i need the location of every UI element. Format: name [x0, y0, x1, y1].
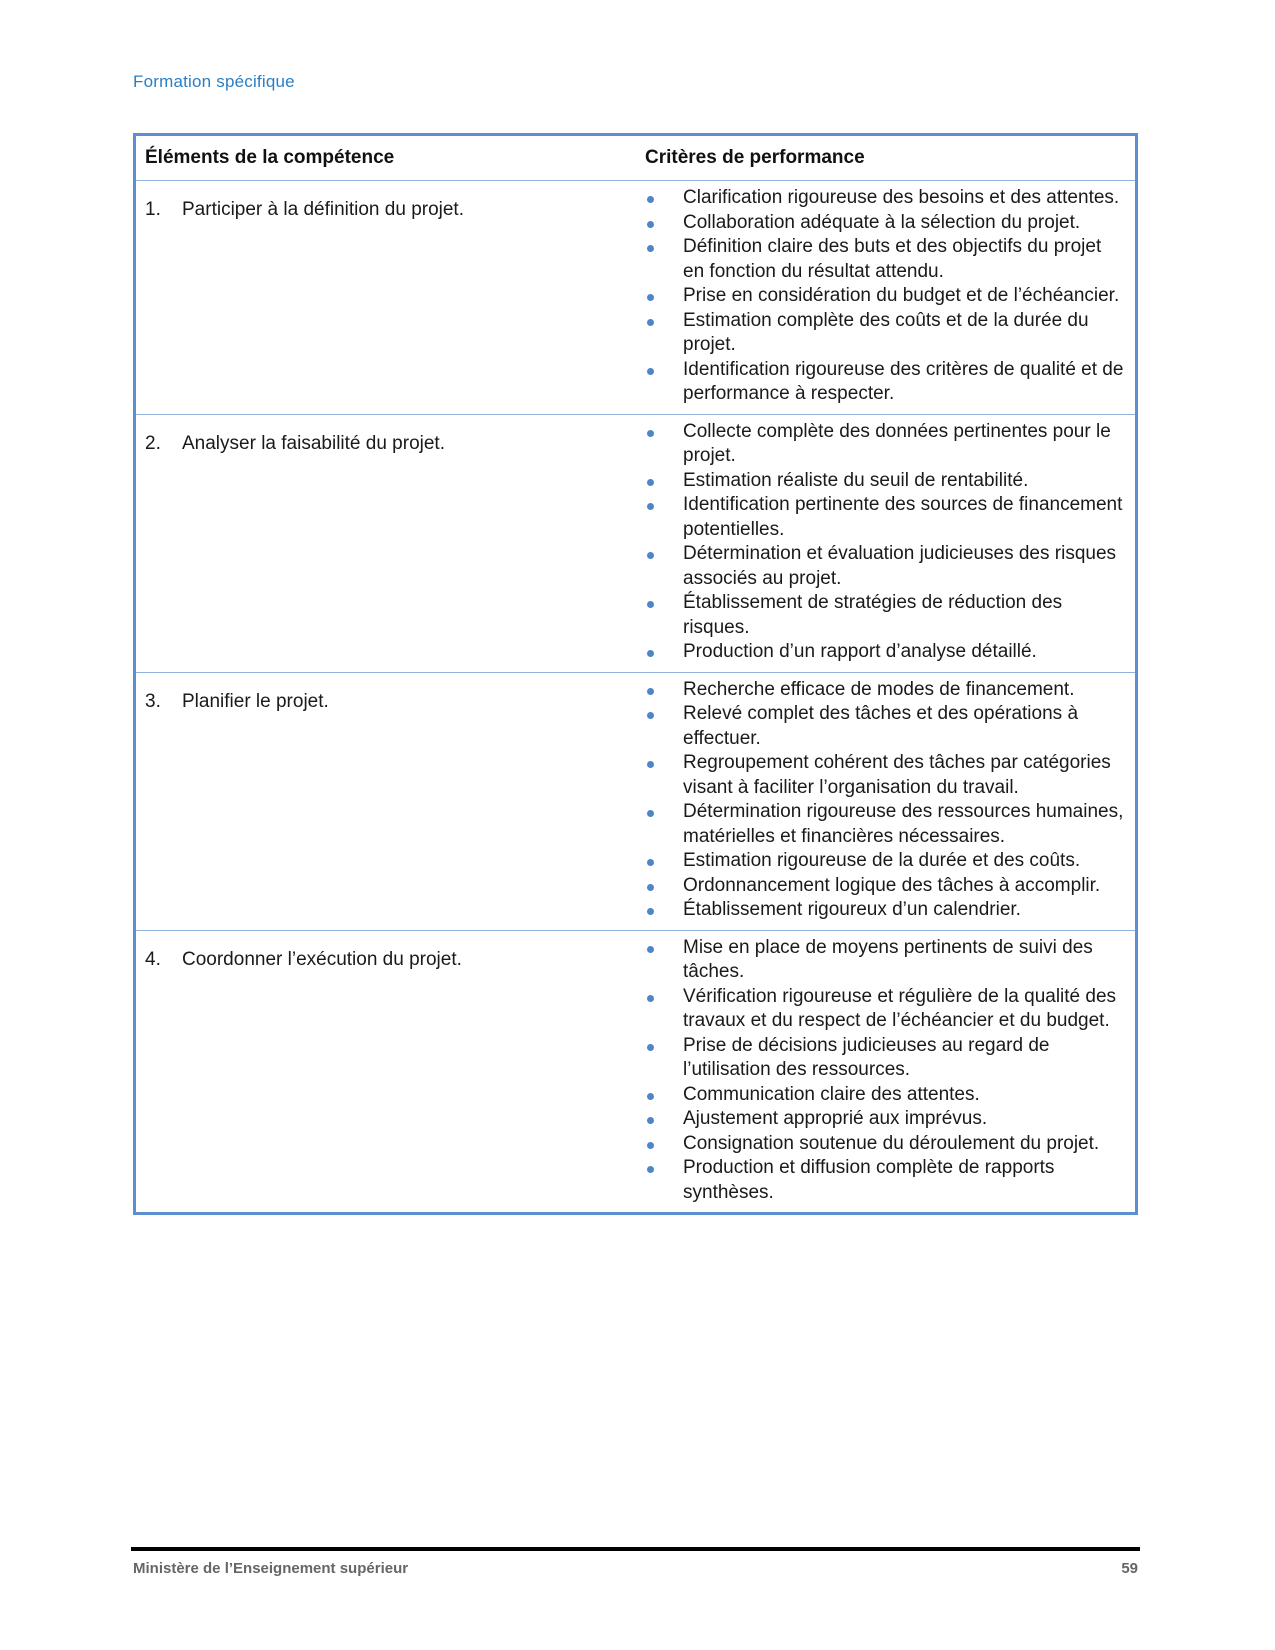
- element-text: Planifier le projet.: [182, 690, 329, 712]
- element-text: Coordonner l’exécution du projet.: [182, 948, 462, 970]
- criterion-text: Identification pertinente des sources de financement potentielles.: [683, 494, 1123, 540]
- criterion-text: Estimation complète des coûts et de la durée du projet.: [683, 309, 1089, 355]
- element-cell: [136, 936, 636, 1206]
- bullet-icon: [647, 1093, 654, 1100]
- bullet-icon: [647, 1166, 654, 1173]
- bullet-icon: [647, 1044, 654, 1051]
- bullet-icon: [647, 810, 654, 817]
- list-item: [636, 186, 1127, 211]
- criteria-list: [636, 186, 1127, 407]
- element-number: 1.: [145, 199, 161, 220]
- table-row: [136, 415, 1135, 673]
- criterion-text: Vérification rigoureuse et régulière de la qualité des travaux et du respect de l’échéancier et du budget.: [683, 985, 1117, 1031]
- criterion-text: Regroupement cohérent des tâches par catégories visant à faciliter l’organisation du travail.: [683, 752, 1111, 798]
- criterion-text: Établissement rigoureux d’un calendrier.: [683, 899, 1021, 920]
- element-cell: [136, 186, 636, 407]
- bullet-icon: [647, 1117, 654, 1124]
- table-row: [136, 931, 1135, 1213]
- list-item: [636, 284, 1127, 309]
- list-item: [636, 1034, 1127, 1083]
- list-item: [636, 985, 1127, 1034]
- list-item: [636, 493, 1127, 542]
- bullet-icon: [647, 761, 654, 768]
- list-item: [636, 358, 1127, 407]
- criteria-list: [636, 936, 1127, 1206]
- list-item: [636, 702, 1127, 751]
- bullet-icon: [647, 712, 654, 719]
- list-item: [636, 235, 1127, 284]
- element-number: 2.: [145, 432, 161, 454]
- criteria-list: [636, 678, 1127, 923]
- bullet-icon: [647, 908, 654, 915]
- bullet-icon: [647, 946, 654, 953]
- criterion-text: Prise en considération du budget et de l’échéancier.: [683, 285, 1120, 306]
- criterion-text: Prise de décisions judicieuses au regard de l’utilisation des ressources.: [683, 1034, 1050, 1080]
- bullet-icon: [647, 319, 654, 326]
- criterion-text: Détermination et évaluation judicieuses des risques associés au projet.: [683, 543, 1117, 589]
- criterion-text: Production d’un rapport d’analyse détaillé.: [683, 641, 1037, 662]
- bullet-icon: [647, 503, 654, 510]
- list-item: [636, 591, 1127, 640]
- list-item: [636, 1132, 1127, 1157]
- list-item: [636, 542, 1127, 591]
- criterion-text: Identification rigoureuse des critères de qualité et de performance à respecter.: [683, 358, 1124, 404]
- list-item: [636, 874, 1127, 899]
- criterion-text: Relevé complet des tâches et des opérations à effectuer.: [683, 703, 1079, 749]
- footer-page-number: 59: [1121, 1560, 1138, 1577]
- criterion-text: Communication claire des attentes.: [683, 1083, 980, 1105]
- criterion-text: Estimation réaliste du seuil de rentabilité.: [683, 469, 1029, 491]
- element-number: 4.: [145, 948, 161, 970]
- bullet-icon: [647, 552, 654, 559]
- list-item: [636, 1083, 1127, 1108]
- column-header-criteria: Critères de performance: [645, 147, 865, 168]
- element-text: Analyser la faisabilité du projet.: [182, 432, 445, 454]
- criterion-text: Collaboration adéquate à la sélection du projet.: [683, 211, 1081, 233]
- competence-table: [133, 133, 1138, 1215]
- table-row: [136, 673, 1135, 931]
- element-number: 3.: [145, 690, 161, 712]
- criteria-cell: [636, 936, 1135, 1206]
- criteria-list: [636, 420, 1127, 665]
- element-cell: [136, 678, 636, 923]
- bullet-icon: [647, 650, 654, 657]
- bullet-icon: [647, 196, 654, 203]
- bullet-icon: [647, 1142, 654, 1149]
- criteria-cell: [636, 420, 1135, 665]
- criterion-text: Ordonnancement logique des tâches à accomplir.: [683, 874, 1101, 896]
- bullet-icon: [647, 479, 654, 486]
- list-item: [636, 1107, 1127, 1132]
- bullet-icon: [647, 601, 654, 608]
- criterion-text: Mise en place de moyens pertinents de suivi des tâches.: [683, 936, 1093, 982]
- criterion-text: Production et diffusion complète de rapports synthèses.: [683, 1157, 1055, 1203]
- criteria-cell: [636, 678, 1135, 923]
- list-item: [636, 211, 1127, 236]
- table-header-row: [136, 136, 1135, 181]
- list-item: [636, 849, 1127, 874]
- criterion-text: Établissement de stratégies de réduction des risques.: [683, 592, 1063, 638]
- element-text: Participer à la définition du projet.: [182, 199, 464, 220]
- bullet-icon: [647, 688, 654, 695]
- page-header-title: Formation spécifique: [133, 72, 295, 91]
- bullet-icon: [647, 995, 654, 1002]
- table-row: [136, 181, 1135, 415]
- list-item: [636, 1156, 1127, 1205]
- criteria-cell: [636, 186, 1135, 407]
- criterion-text: Clarification rigoureuse des besoins et des attentes.: [683, 187, 1120, 208]
- criterion-text: Consignation soutenue du déroulement du projet.: [683, 1132, 1100, 1154]
- list-item: [636, 800, 1127, 849]
- bullet-icon: [647, 221, 654, 228]
- bullet-icon: [647, 859, 654, 866]
- element-cell: [136, 420, 636, 665]
- criterion-text: Estimation rigoureuse de la durée et des coûts.: [683, 850, 1081, 871]
- list-item: [636, 898, 1127, 923]
- list-item: [636, 678, 1127, 703]
- bullet-icon: [647, 294, 654, 301]
- bullet-icon: [647, 368, 654, 375]
- list-item: [636, 469, 1127, 494]
- list-item: [636, 640, 1127, 665]
- list-item: [636, 309, 1127, 358]
- list-item: [636, 751, 1127, 800]
- footer-ministry: Ministère de l’Enseignement supérieur: [133, 1560, 409, 1577]
- bullet-icon: [647, 430, 654, 437]
- criterion-text: Définition claire des buts et des objectifs du projet en fonction du résultat attendu.: [683, 236, 1102, 282]
- bullet-icon: [647, 884, 654, 891]
- criterion-text: Ajustement approprié aux imprévus.: [683, 1108, 988, 1129]
- criterion-text: Recherche efficace de modes de financement.: [683, 678, 1075, 700]
- criterion-text: Collecte complète des données pertinentes pour le projet.: [683, 420, 1111, 466]
- bullet-icon: [647, 245, 654, 252]
- column-header-elements: Éléments de la compétence: [145, 147, 395, 168]
- footer-divider: [131, 1547, 1140, 1551]
- list-item: [636, 936, 1127, 985]
- list-item: [636, 420, 1127, 469]
- criterion-text: Détermination rigoureuse des ressources humaines, matérielles et financières nécessaires.: [683, 801, 1124, 847]
